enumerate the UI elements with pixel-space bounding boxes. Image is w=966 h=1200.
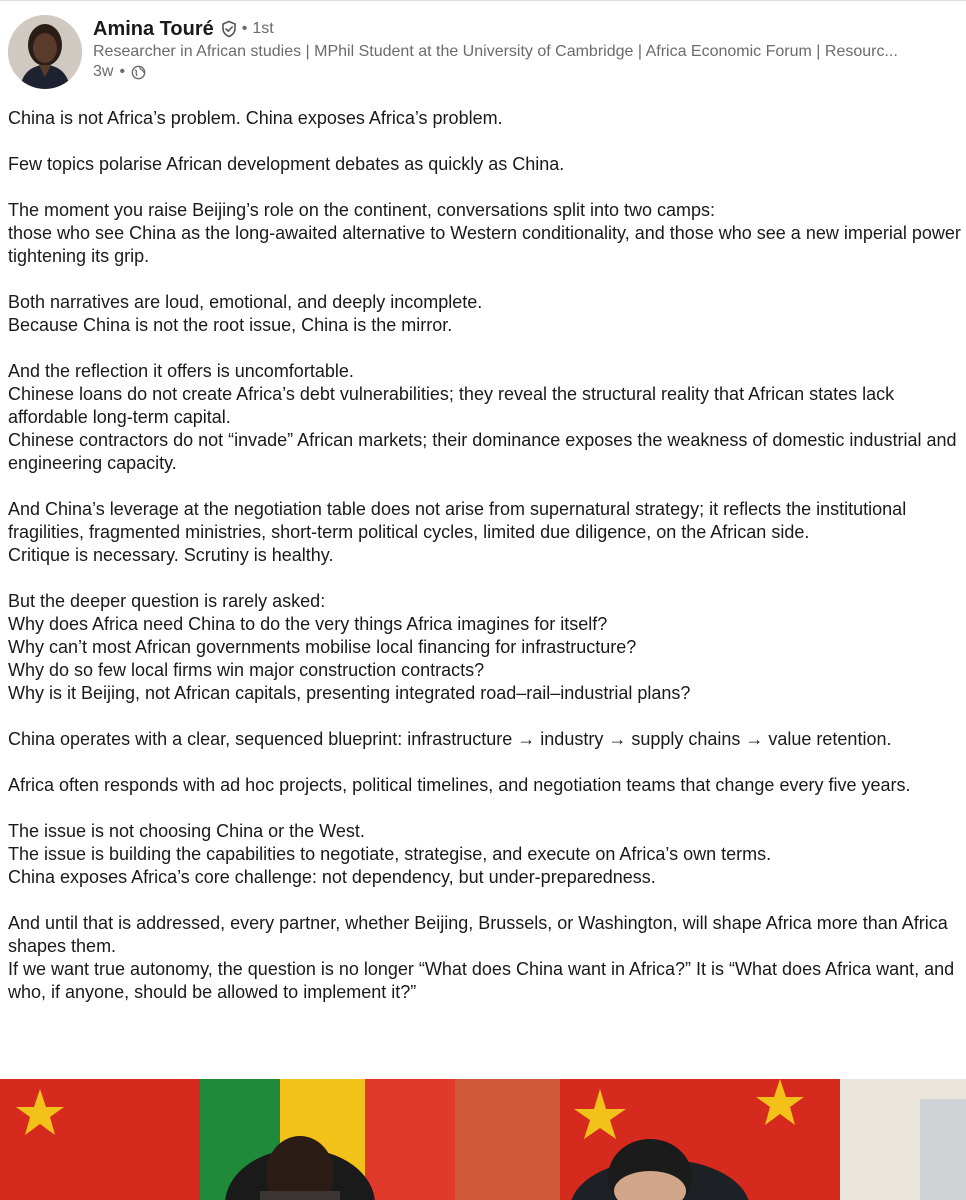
post-text-line: The issue is building the capabilities to negotiate, strategise, and execute on Africa’s own terms. xyxy=(8,844,772,864)
post-text-line: Because China is not the root issue, China is the mirror. xyxy=(8,315,453,335)
post-text-line: Why can’t most African governments mobilise local financing for infrastructure? xyxy=(8,637,637,657)
post-text-line: The issue is not choosing China or the West. xyxy=(8,821,365,841)
paragraph-gap xyxy=(8,337,963,360)
post-body-text xyxy=(8,107,963,1004)
author-headline: Researcher in African studies | MPhil Student at the University of Cambridge | Africa Economic Forum | Resourc... xyxy=(93,43,898,60)
avatar-portrait-image xyxy=(8,15,82,89)
separator-dot: • xyxy=(119,63,126,80)
post-text-line: And the reflection it offers is uncomfortable. xyxy=(8,361,354,381)
author-name-row xyxy=(93,15,274,43)
paragraph-gap xyxy=(8,130,963,153)
paragraph-gap xyxy=(8,567,963,590)
post-photo-leaders-with-flags xyxy=(0,1079,966,1200)
paragraph-gap xyxy=(8,176,963,199)
post-text-line: If we want true autonomy, the question is no longer “What does China want in Africa?” It is “What does Africa want, and who, if anyone, should be allowed to implement it?” xyxy=(8,959,955,1002)
connection-degree: 1st xyxy=(252,20,274,37)
author-name[interactable]: Amina Touré xyxy=(93,17,214,40)
post-image[interactable] xyxy=(0,1079,966,1200)
post-text-line: those who see China as the long-awaited alternative to Western conditionality, and those who see a new imperial power tightening its grip. xyxy=(8,223,961,266)
separator-dot: • xyxy=(241,20,248,37)
author-avatar[interactable] xyxy=(8,15,82,89)
verified-shield-icon xyxy=(220,20,238,38)
post-text-line: And China’s leverage at the negotiation table does not arise from supernatural strategy; it reflects the institutional fragilities, fragmented ministries, short-term political cycles, limited due diligence, on the African side. xyxy=(8,499,907,542)
post-text-line: Why is it Beijing, not African capitals, presenting integrated road–rail–industrial plans? xyxy=(8,683,691,703)
paragraph-gap xyxy=(8,797,963,820)
post-header xyxy=(0,1,966,101)
post-text-line: Chinese contractors do not “invade” African markets; their dominance exposes the weakness of domestic industrial and engineering capacity. xyxy=(8,430,957,473)
paragraph-gap xyxy=(8,705,963,728)
post-text-line: China exposes Africa’s core challenge: not dependency, but under-preparedness. xyxy=(8,867,656,887)
paragraph-gap xyxy=(8,268,963,291)
post-text-line: Why does Africa need China to do the very things Africa imagines for itself? xyxy=(8,614,608,634)
post-timestamp[interactable]: 3w xyxy=(93,63,114,80)
post-text-line: Critique is necessary. Scrutiny is healthy. xyxy=(8,545,334,565)
post-text-line: Why do so few local firms win major construction contracts? xyxy=(8,660,485,680)
post-text-line: The moment you raise Beijing’s role on the continent, conversations split into two camps: xyxy=(8,200,716,220)
post-text-line: And until that is addressed, every partner, whether Beijing, Brussels, or Washington, will shape Africa more than Africa shapes them. xyxy=(8,913,948,956)
post-text-line: Africa often responds with ad hoc projects, political timelines, and negotiation teams that change every five years. xyxy=(8,775,911,795)
paragraph-gap xyxy=(8,889,963,912)
post-text-line: Few topics polarise African development debates as quickly as China. xyxy=(8,154,565,174)
post-text-line: China operates with a clear, sequenced blueprint: infrastructure → industry → supply chains → value retention. xyxy=(8,729,892,749)
post-text-line: Both narratives are loud, emotional, and deeply incomplete. xyxy=(8,292,483,312)
post-meta xyxy=(93,61,146,83)
paragraph-gap xyxy=(8,475,963,498)
post-text-line: China is not Africa’s problem. China exposes Africa’s problem. xyxy=(8,108,503,128)
post-text-line: But the deeper question is rarely asked: xyxy=(8,591,326,611)
globe-icon xyxy=(131,65,146,80)
post-text-line: Chinese loans do not create Africa’s debt vulnerabilities; they reveal the structural reality that African states lack affordable long-term capital. xyxy=(8,384,895,427)
paragraph-gap xyxy=(8,751,963,774)
